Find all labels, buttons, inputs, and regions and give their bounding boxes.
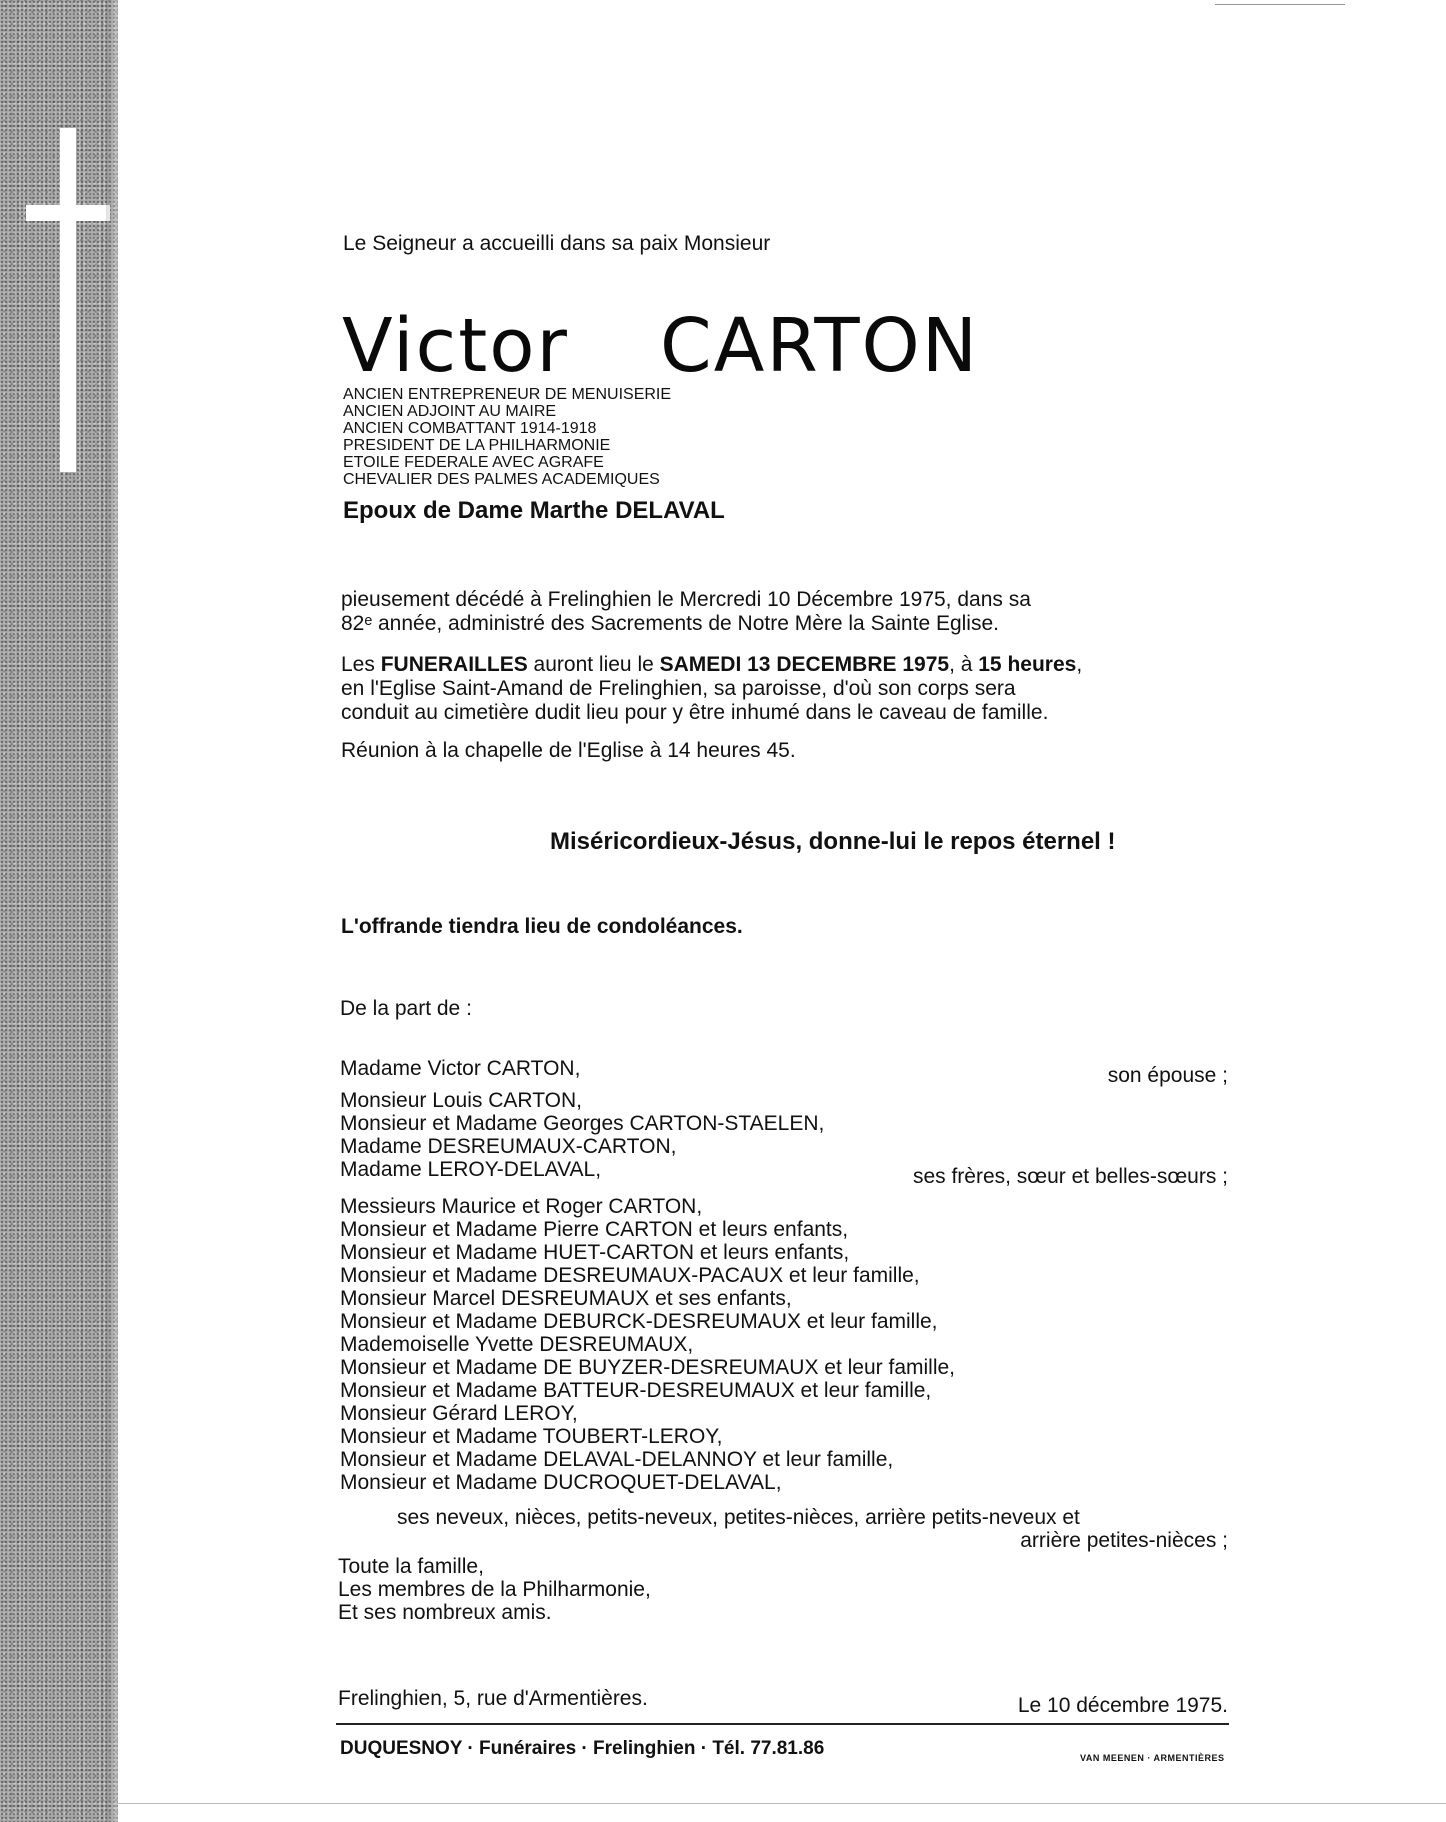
footer-rule	[336, 1723, 1229, 1725]
family-member: Messieurs Maurice et Roger CARTON,	[340, 1195, 703, 1218]
intro-line: Le Seigneur a accueilli dans sa paix Monsieur	[343, 232, 771, 255]
nephews-relation-2: arrière petites-nièces ;	[1020, 1529, 1228, 1552]
funeral-line-3: conduit au cimetière dudit lieu pour y être inhumé dans le caveau de famille.	[341, 701, 1049, 724]
funeral-text: ,	[1076, 653, 1083, 676]
deceased-name	[342, 303, 980, 389]
address-line: Frelinghien, 5, rue d'Armentières.	[338, 1687, 648, 1710]
death-line-1: pieusement décédé à Frelinghien le Mercredi 10 Décembre 1975, dans sa	[341, 588, 1031, 611]
offering-line: L'offrande tiendra lieu de condoléances.	[341, 915, 743, 938]
honor-item: ETOILE FEDERALE AVEC AGRAFE	[343, 454, 604, 471]
family-member: Monsieur et Madame TOUBERT-LEROY,	[340, 1425, 723, 1448]
honor-item: ANCIEN ENTREPRENEUR DE MENUISERIE	[343, 386, 672, 403]
siblings-relation: ses frères, sœur et belles-sœurs ;	[912, 1165, 1228, 1188]
undertaker-line: DUQUESNOY · Funéraires · Frelinghien · Tél. 77.81.86	[340, 1738, 825, 1759]
family-member: Monsieur et Madame DELAVAL-DELANNOY et leur famille,	[340, 1448, 894, 1471]
prayer-line: Miséricordieux-Jésus, donne-lui le repos éternel !	[550, 828, 1116, 855]
family-member: Monsieur et Madame Georges CARTON-STAELEN,	[340, 1112, 825, 1135]
honor-item: CHEVALIER DES PALMES ACADEMIQUES	[343, 471, 660, 488]
family-spouse-relation: son épouse ;	[1107, 1064, 1228, 1087]
family-member: Monsieur et Madame BATTEUR-DESREUMAUX et leur famille,	[340, 1379, 932, 1402]
family-member: Monsieur et Madame DESREUMAUX-PACAUX et leur famille,	[340, 1264, 920, 1287]
family-member: Madame LEROY-DELAVAL,	[340, 1158, 602, 1181]
honors-list	[343, 386, 671, 488]
family-member: Monsieur et Madame DUCROQUET-DELAVAL,	[340, 1471, 782, 1494]
funeral-date: SAMEDI 13 DECEMBRE 1975	[659, 653, 950, 676]
printer-mark: VAN MEENEN · ARMENTIÈRES	[1080, 1753, 1225, 1763]
family-member: Monsieur et Madame HUET-CARTON et leurs enfants,	[340, 1241, 850, 1264]
family-member: Mademoiselle Yvette DESREUMAUX,	[340, 1333, 694, 1356]
date-line: Le 10 décembre 1975.	[1017, 1694, 1228, 1717]
scan-mark	[1215, 4, 1345, 5]
family-member: Toute la famille,	[338, 1555, 484, 1578]
family-member: Monsieur Marcel DESREUMAUX et ses enfants,	[340, 1287, 792, 1310]
deceased-last-name: CARTON	[660, 303, 980, 389]
funeral-line-2: en l'Eglise Saint-Amand de Frelinghien, sa paroisse, d'où son corps sera	[341, 677, 1016, 700]
family-member: Les membres de la Philharmonie,	[338, 1578, 651, 1601]
funeral-text: , à	[949, 653, 979, 676]
deceased-first-name: Victor	[342, 303, 569, 389]
funeral-text: Les	[341, 653, 381, 676]
family-member: Monsieur et Madame Pierre CARTON et leurs enfants,	[340, 1218, 849, 1241]
page-edge-line	[118, 1803, 1446, 1804]
family-member: Monsieur Louis CARTON,	[340, 1089, 582, 1112]
family-spouse-name: Madame Victor CARTON,	[340, 1057, 581, 1080]
family-member: Et ses nombreux amis.	[338, 1601, 552, 1624]
side-band	[0, 0, 118, 1822]
death-line-2: 82ᵉ année, administré des Sacrements de Notre Mère la Sainte Eglise.	[341, 612, 999, 635]
family-member: Monsieur et Madame DEBURCK-DESREUMAUX et leur famille,	[340, 1310, 938, 1333]
family-member: Monsieur et Madame DE BUYZER-DESREUMAUX et leur famille,	[340, 1356, 956, 1379]
funeral-time: 15 heures	[978, 653, 1077, 676]
cross-icon	[60, 128, 76, 472]
from-label: De la part de :	[340, 997, 472, 1020]
family-member: Madame DESREUMAUX-CARTON,	[340, 1135, 677, 1158]
nephews-relation-1: ses neveux, nièces, petits-neveux, petites-nièces, arrière petits-neveux et	[397, 1506, 1080, 1529]
funeral-line-1	[341, 653, 1082, 677]
funeral-word: FUNERAILLES	[380, 653, 528, 676]
cross-icon-bar	[26, 205, 110, 221]
honor-item: ANCIEN ADJOINT AU MAIRE	[343, 403, 557, 420]
honor-item: ANCIEN COMBATTANT 1914-1918	[343, 420, 597, 437]
spouse-line: Epoux de Dame Marthe DELAVAL	[343, 497, 725, 524]
meeting-line: Réunion à la chapelle de l'Eglise à 14 heures 45.	[341, 739, 796, 762]
family-member: Monsieur Gérard LEROY,	[340, 1402, 578, 1425]
funeral-text: auront lieu le	[527, 653, 660, 676]
honor-item: PRESIDENT DE LA PHILHARMONIE	[343, 437, 611, 454]
